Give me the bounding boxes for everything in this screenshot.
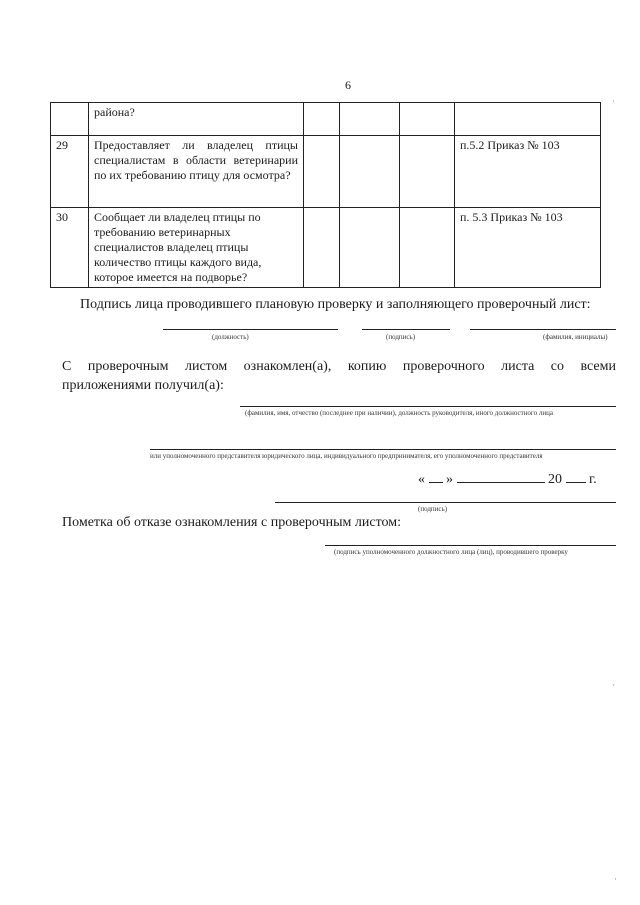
answer-cell	[400, 136, 455, 208]
answer-cell	[400, 103, 455, 136]
date-year-blank	[566, 470, 586, 483]
question-cell: Предоставляет ли владелец птицы специалистам в области ветеринарии по их требованию птицу для осмотра?	[89, 136, 304, 208]
table-row	[51, 136, 601, 208]
basis-cell: п.5.2 Приказ № 103	[455, 136, 601, 208]
question-cell: Сообщает ли владелец птицы по требованию ветеринарных специалистов владелец птицы количество птицы каждого вида, которое имеется на подворье?	[89, 208, 304, 288]
checklist-table	[50, 102, 601, 288]
scan-mark: ·	[614, 874, 617, 884]
acknowledgement-representative-line	[150, 449, 616, 450]
answer-cell	[340, 208, 400, 288]
name-caption: (фамилия, инициалы)	[543, 333, 608, 341]
date-year-suffix: г.	[589, 472, 597, 487]
answer-cell	[304, 208, 340, 288]
refusal-signature-line	[325, 545, 616, 546]
date-open-quote: «	[418, 472, 425, 487]
date-day-blank	[429, 470, 443, 483]
scan-mark: ˈ	[612, 99, 615, 109]
answer-cell	[340, 103, 400, 136]
position-line	[163, 329, 338, 330]
acknowledgement-line-1: С проверочным листом ознакомлен(а), копию проверочного листа со всеми	[62, 359, 616, 374]
refusal-title: Пометка об отказе ознакомления с проверочным листом:	[62, 515, 401, 530]
basis-cell	[455, 103, 601, 136]
answer-cell	[304, 103, 340, 136]
name-line	[470, 329, 616, 330]
acknowledgement-caption-2: или уполномоченного представителя юридического лица, индивидуального предпринимателя, его уполномоченного представителя	[150, 452, 543, 460]
position-caption: (должность)	[212, 333, 249, 341]
table-row	[51, 208, 601, 288]
acknowledgement-signature-line	[275, 502, 616, 503]
refusal-caption: (подпись уполномоченного должностного лица (лиц), проводившего проверку	[334, 548, 568, 556]
page-number: 6	[345, 78, 351, 92]
question-cell: района?	[89, 103, 304, 136]
acknowledgement-signature-caption: (подпись)	[418, 505, 448, 513]
acknowledgement-name-line	[240, 406, 616, 407]
date-month-blank	[457, 470, 545, 483]
signature-caption: (подпись)	[386, 333, 416, 341]
acknowledgement-date	[418, 470, 597, 488]
date-close-quote: »	[446, 472, 453, 487]
row-number-cell: 30	[51, 208, 89, 288]
inspector-signature-title: Подпись лица проводившего плановую проверку и заполняющего проверочный лист:	[80, 297, 591, 312]
basis-cell: п. 5.3 Приказ № 103	[455, 208, 601, 288]
acknowledgement-line-2: приложениями получил(а):	[62, 378, 224, 393]
row-number-cell: 29	[51, 136, 89, 208]
scan-mark: ˋ	[612, 683, 615, 693]
acknowledgement-caption-1: (фамилия, имя, отчество (последнее при наличии), должность руководителя, иного должностного лица	[245, 409, 553, 417]
answer-cell	[340, 136, 400, 208]
table-row-continuation	[51, 103, 601, 136]
answer-cell	[304, 136, 340, 208]
row-number-cell	[51, 103, 89, 136]
signature-line	[362, 329, 450, 330]
answer-cell	[400, 208, 455, 288]
date-year: 20	[548, 472, 562, 487]
